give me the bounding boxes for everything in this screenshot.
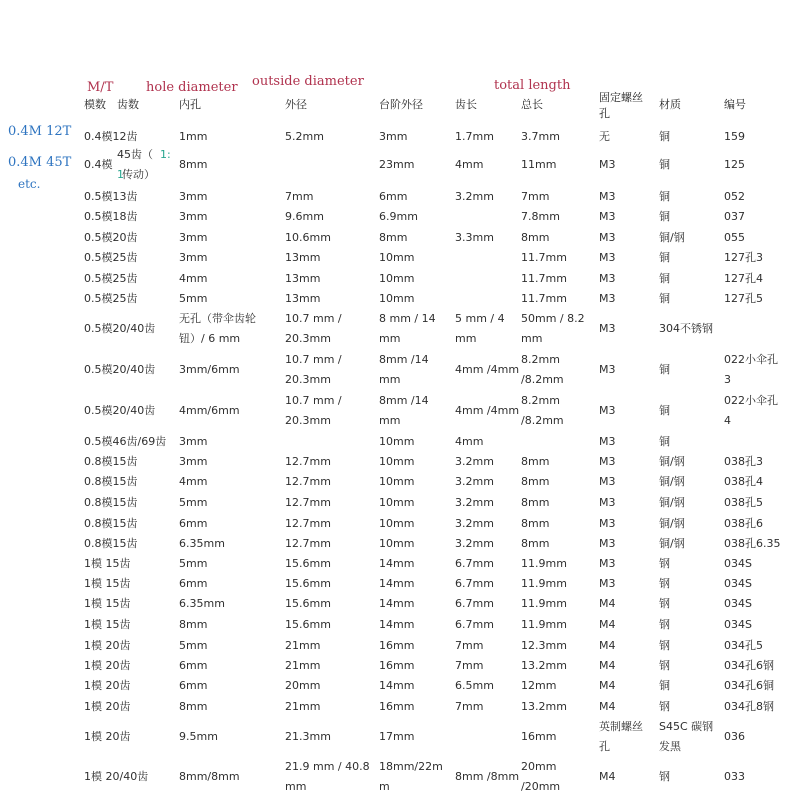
cell-material: 铜 [659,292,670,305]
cell-material: 钢 [659,597,670,610]
cell-outer-diameter: 21mm [285,700,321,713]
cell-tooth-length-line2: mm [455,332,477,345]
cell-module-teeth: 1模 20齿 [84,700,131,713]
cell-module-teeth: 0.8模15齿 [84,537,138,550]
cell-step-diameter: 14mm [379,577,415,590]
cell-code: 037 [724,210,745,223]
cell-total-length: 8.2mm [521,353,560,366]
cell-material: 铜 [659,404,670,417]
cell-code: 034孔5 [724,639,763,652]
cell-code: 052 [724,190,745,203]
cell-material: 铜/钢 [659,517,685,530]
cell-screw: M4 [599,679,616,692]
cell-total-length: 11.7mm [521,251,567,264]
cell-module-teeth: 0.5模25齿 [84,292,138,305]
cell-material: 铜 [659,210,670,223]
cell-outer-diameter: 21.9 mm / 40.8 [285,760,370,773]
cell-step-diameter: 10mm [379,292,415,305]
cell-code: 038孔3 [724,455,763,468]
cell-step-diameter: 16mm [379,639,415,652]
cell-total-length: 16mm [521,730,557,743]
cell-total-length: 50mm / 8.2 [521,312,585,325]
cell-module-teeth: 0.5模18齿 [84,210,138,223]
cell-code: 038孔4 [724,475,763,488]
cell-bore: 3mm [179,190,208,203]
cell-module-teeth: 0.5模20/40齿 [84,404,156,417]
cell-total-length: 8mm [521,455,550,468]
cell-total-length: 11.9mm [521,597,567,610]
cell-total-length: 13.2mm [521,700,567,713]
cell-code: 034S [724,618,752,631]
cell-bore: 6mm [179,577,208,590]
cell-step-diameter: 3mm [379,130,408,143]
cell-screw: M3 [599,272,616,285]
cell-total-length: 8mm [521,475,550,488]
cell-module-teeth: 1模 15齿 [84,597,131,610]
cell-code: 038孔6.35 [724,537,781,550]
cell-bore: 3mm [179,455,208,468]
cell-step-diameter: 10mm [379,251,415,264]
cell-outer-diameter: 20mm [285,679,321,692]
cell-code: 022小伞孔 [724,353,778,366]
cell-outer-diameter: 10.7 mm / [285,312,342,325]
header-teeth: 齿数 [117,98,139,111]
cell-bore: 9.5mm [179,730,218,743]
cell-screw: 无 [599,130,610,143]
cell-tooth-length: 3.2mm [455,475,494,488]
cell-code: 036 [724,730,745,743]
cell-step-diameter: 10mm [379,517,415,530]
cell-screw: M3 [599,322,616,335]
cell-step-diameter: 14mm [379,679,415,692]
cell-material: 铜/钢 [659,475,685,488]
cell-outer-diameter: 12.7mm [285,517,331,530]
cell-teeth-line2: 传动） [122,168,155,181]
cell-screw: M4 [599,659,616,672]
header-step-diameter: 台阶外径 [379,98,423,111]
cell-step-diameter: 10mm [379,475,415,488]
cell-total-length: 12.3mm [521,639,567,652]
header-total-length: 总长 [521,98,543,111]
cell-material: 铜 [659,251,670,264]
cell-bore-line2: 钮）/ 6 mm [179,332,241,345]
cell-module-teeth: 0.4模12齿 [84,130,138,143]
cell-screw: M4 [599,597,616,610]
cell-outer-diameter: 15.6mm [285,577,331,590]
cell-step-diameter: 10mm [379,272,415,285]
cell-outer-diameter: 13mm [285,251,321,264]
cell-material: 铜/钢 [659,231,685,244]
cell-material: 钢 [659,770,670,783]
cell-step-diameter: 17mm [379,730,415,743]
cell-module-teeth: 1模 20/40齿 [84,770,149,783]
cell-bore: 8mm [179,700,208,713]
cell-step-diameter: 8mm /14 [379,394,429,407]
cell-screw: M3 [599,557,616,570]
cell-code: 022小伞孔 [724,394,778,407]
cell-step-diameter-line2: m [379,780,390,793]
cell-module-teeth: 0.8模15齿 [84,475,138,488]
header-tooth-length: 齿长 [455,98,477,111]
cell-outer-diameter: 15.6mm [285,618,331,631]
cell-total-length: 13.2mm [521,659,567,672]
cell-outer-diameter-line2: 20.3mm [285,332,331,345]
cell-outer-diameter-line2: 20.3mm [285,373,331,386]
cell-total-length: 11.9mm [521,557,567,570]
cell-tooth-length: 7mm [455,700,484,713]
cell-tooth-length: 3.2mm [455,496,494,509]
cell-code: 034S [724,597,752,610]
cell-material: 铜 [659,363,670,376]
cell-outer-diameter: 10.7 mm / [285,353,342,366]
cell-material: 铜 [659,158,670,171]
cell-tooth-length: 3.2mm [455,517,494,530]
cell-step-diameter: 10mm [379,537,415,550]
cell-bore: 6.35mm [179,537,225,550]
cell-step-diameter: 8mm [379,231,408,244]
cell-material: 铜 [659,435,670,448]
cell-module-teeth: 1模 20齿 [84,679,131,692]
cell-total-length-line2: /20mm [521,780,561,793]
cell-total-length: 8mm [521,231,550,244]
cell-screw: M3 [599,475,616,488]
cell-step-diameter: 14mm [379,597,415,610]
cell-material: S45C 碳钢 [659,720,714,733]
cell-code: 034S [724,557,752,570]
cell-screw: M3 [599,435,616,448]
cell-material: 铜 [659,130,670,143]
cell-tooth-length: 1.7mm [455,130,494,143]
cell-tooth-length: 3.2mm [455,190,494,203]
cell-total-length: 11mm [521,158,557,171]
cell-step-diameter: 6.9mm [379,210,418,223]
cell-step-diameter: 16mm [379,700,415,713]
cell-code: 038孔6 [724,517,763,530]
cell-outer-diameter: 12.7mm [285,496,331,509]
cell-step-diameter: 14mm [379,618,415,631]
cell-module-teeth: 0.4模 [84,158,113,171]
cell-screw: M3 [599,251,616,264]
cell-screw: M3 [599,190,616,203]
cell-total-length: 7.8mm [521,210,560,223]
cell-code: 034孔8钢 [724,700,774,713]
cell-module-teeth: 1模 20齿 [84,659,131,672]
cell-outer-diameter: 12.7mm [285,475,331,488]
cell-step-diameter: 23mm [379,158,415,171]
cell-module-teeth: 1模 15齿 [84,577,131,590]
header-screw-line2: 孔 [599,107,610,120]
cell-total-length: 20mm [521,760,557,773]
cell-code: 033 [724,770,745,783]
cell-step-diameter-line2: mm [379,414,401,427]
cell-module-teeth: 1模 15齿 [84,618,131,631]
cell-bore: 8mm/8mm [179,770,240,783]
cell-module-teeth: 1模 20齿 [84,639,131,652]
cell-bore: 8mm [179,158,208,171]
cell-bore: 无孔（带伞齿轮 [179,312,256,325]
cell-screw: M3 [599,537,616,550]
cell-code: 127孔5 [724,292,763,305]
annotation-hole-diameter: hole diameter [146,80,238,95]
cell-screw: M4 [599,770,616,783]
cell-module-teeth: 1模 15齿 [84,557,131,570]
cell-material: 钢 [659,618,670,631]
cell-bore: 3mm [179,251,208,264]
cell-material: 铜/钢 [659,537,685,550]
cell-step-diameter: 10mm [379,496,415,509]
cell-tooth-length: 5 mm / 4 [455,312,505,325]
cell-tooth-length: 4mm [455,435,484,448]
cell-module-teeth: 0.5模20/40齿 [84,322,156,335]
cell-step-diameter: 10mm [379,455,415,468]
cell-bore: 3mm [179,435,208,448]
cell-outer-diameter: 15.6mm [285,597,331,610]
cell-tooth-length: 6.7mm [455,597,494,610]
cell-step-diameter: 16mm [379,659,415,672]
cell-tooth-length: 3.3mm [455,231,494,244]
cell-tooth-length: 7mm [455,659,484,672]
cell-code: 038孔5 [724,496,763,509]
cell-step-diameter: 10mm [379,435,415,448]
cell-code: 159 [724,130,745,143]
cell-total-length: 8mm [521,537,550,550]
cell-code-line2: 4 [724,414,731,427]
cell-material: 钢 [659,639,670,652]
cell-material: 304不锈钢 [659,322,713,335]
cell-screw: M4 [599,618,616,631]
cell-module-teeth: 0.5模20/40齿 [84,363,156,376]
cell-material-line2: 发黑 [659,740,681,753]
cell-outer-diameter: 7mm [285,190,314,203]
cell-tooth-length: 3.2mm [455,537,494,550]
cell-bore: 5mm [179,557,208,570]
cell-screw: M3 [599,210,616,223]
cell-bore: 5mm [179,292,208,305]
header-module: 模数 [84,98,106,111]
cell-material: 钢 [659,577,670,590]
cell-tooth-length: 8mm /8mm [455,770,520,783]
cell-code: 125 [724,158,745,171]
annotation-outside-diameter: outside diameter [252,74,364,89]
cell-bore: 8mm [179,618,208,631]
cell-outer-diameter: 15.6mm [285,557,331,570]
cell-bore: 4mm/6mm [179,404,240,417]
cell-total-length: 11.7mm [521,292,567,305]
cell-module-teeth: 0.5模20齿 [84,231,138,244]
cell-total-length: 3.7mm [521,130,560,143]
cell-bore: 4mm [179,272,208,285]
cell-screw: 英制螺丝 [599,720,643,733]
side-note-2: 0.4M 45T [8,155,72,170]
cell-screw: M3 [599,404,616,417]
cell-outer-diameter-line2: 20.3mm [285,414,331,427]
header-material: 材质 [659,98,681,111]
cell-outer-diameter: 13mm [285,292,321,305]
cell-ratio-note-line2: 1 [117,168,124,181]
cell-material: 钢 [659,659,670,672]
cell-module-teeth: 0.5模25齿 [84,272,138,285]
cell-material: 钢 [659,700,670,713]
cell-bore: 6mm [179,679,208,692]
cell-tooth-length: 7mm [455,639,484,652]
cell-tooth-length: 3.2mm [455,455,494,468]
cell-outer-diameter: 13mm [285,272,321,285]
cell-total-length: 11.9mm [521,577,567,590]
annotation-total-length: total length [494,78,571,93]
cell-total-length-line2: mm [521,332,543,345]
cell-outer-diameter: 5.2mm [285,130,324,143]
cell-bore: 5mm [179,496,208,509]
cell-step-diameter: 18mm/22m [379,760,443,773]
header-code: 编号 [724,98,746,111]
cell-material: 铜/钢 [659,455,685,468]
cell-code: 127孔3 [724,251,763,264]
cell-screw: M3 [599,158,616,171]
cell-code: 034S [724,577,752,590]
side-note-3: etc. [18,177,41,191]
cell-ratio-note: 1: [160,148,171,161]
cell-tooth-length: 6.7mm [455,618,494,631]
cell-total-length: 8.2mm [521,394,560,407]
cell-teeth: 45齿（ [117,148,153,161]
cell-outer-diameter: 12.7mm [285,537,331,550]
cell-code: 127孔4 [724,272,763,285]
cell-code: 034孔6铜 [724,679,774,692]
cell-bore: 4mm [179,475,208,488]
header-outer-diameter: 外径 [285,98,307,111]
cell-outer-diameter: 21.3mm [285,730,331,743]
header-bore: 内孔 [179,98,201,111]
cell-screw: M3 [599,455,616,468]
cell-tooth-length: 4mm /4mm [455,363,520,376]
cell-screw: M3 [599,231,616,244]
cell-total-length: 8mm [521,517,550,530]
side-note-1: 0.4M 12T [8,124,72,139]
cell-tooth-length: 6.7mm [455,577,494,590]
cell-screw: M4 [599,700,616,713]
cell-total-length-line2: /8.2mm [521,414,564,427]
cell-bore: 5mm [179,639,208,652]
cell-total-length: 8mm [521,496,550,509]
cell-total-length: 11.7mm [521,272,567,285]
cell-module-teeth: 0.5模13齿 [84,190,138,203]
cell-bore: 3mm [179,210,208,223]
cell-total-length: 12mm [521,679,557,692]
cell-outer-diameter: 21mm [285,659,321,672]
cell-bore: 6mm [179,517,208,530]
annotation-mt: M/T [87,80,114,95]
cell-total-length-line2: /8.2mm [521,373,564,386]
cell-step-diameter: 6mm [379,190,408,203]
cell-tooth-length: 4mm /4mm [455,404,520,417]
cell-bore: 1mm [179,130,208,143]
cell-material: 铜 [659,272,670,285]
cell-screw: M4 [599,639,616,652]
cell-tooth-length: 4mm [455,158,484,171]
cell-module-teeth: 0.8模15齿 [84,496,138,509]
cell-outer-diameter: 10.7 mm / [285,394,342,407]
header-screw: 固定螺丝 [599,91,643,104]
cell-screw: M3 [599,517,616,530]
cell-screw: M3 [599,577,616,590]
cell-step-diameter-line2: mm [379,373,401,386]
cell-screw-line2: 孔 [599,740,610,753]
cell-outer-diameter: 12.7mm [285,455,331,468]
cell-tooth-length: 6.7mm [455,557,494,570]
cell-outer-diameter: 21mm [285,639,321,652]
cell-screw: M3 [599,496,616,509]
cell-module-teeth: 0.8模15齿 [84,517,138,530]
cell-module-teeth: 0.5模25齿 [84,251,138,264]
cell-step-diameter: 8 mm / 14 [379,312,436,325]
cell-code: 034孔6钢 [724,659,774,672]
cell-screw: M3 [599,292,616,305]
cell-module-teeth: 0.8模15齿 [84,455,138,468]
cell-outer-diameter-line2: mm [285,780,307,793]
cell-material: 铜 [659,190,670,203]
cell-code: 055 [724,231,745,244]
cell-material: 铜/钢 [659,496,685,509]
cell-outer-diameter: 9.6mm [285,210,324,223]
cell-module-teeth: 1模 20齿 [84,730,131,743]
cell-bore: 6.35mm [179,597,225,610]
cell-module-teeth: 0.5模46齿/69齿 [84,435,167,448]
cell-bore: 3mm [179,231,208,244]
cell-step-diameter: 14mm [379,557,415,570]
cell-total-length: 7mm [521,190,550,203]
cell-bore: 6mm [179,659,208,672]
cell-bore: 3mm/6mm [179,363,240,376]
cell-material: 铜 [659,679,670,692]
cell-step-diameter: 8mm /14 [379,353,429,366]
cell-material: 钢 [659,557,670,570]
cell-total-length: 11.9mm [521,618,567,631]
cell-screw: M3 [599,363,616,376]
cell-code-line2: 3 [724,373,731,386]
cell-step-diameter-line2: mm [379,332,401,345]
cell-outer-diameter: 10.6mm [285,231,331,244]
cell-tooth-length: 6.5mm [455,679,494,692]
